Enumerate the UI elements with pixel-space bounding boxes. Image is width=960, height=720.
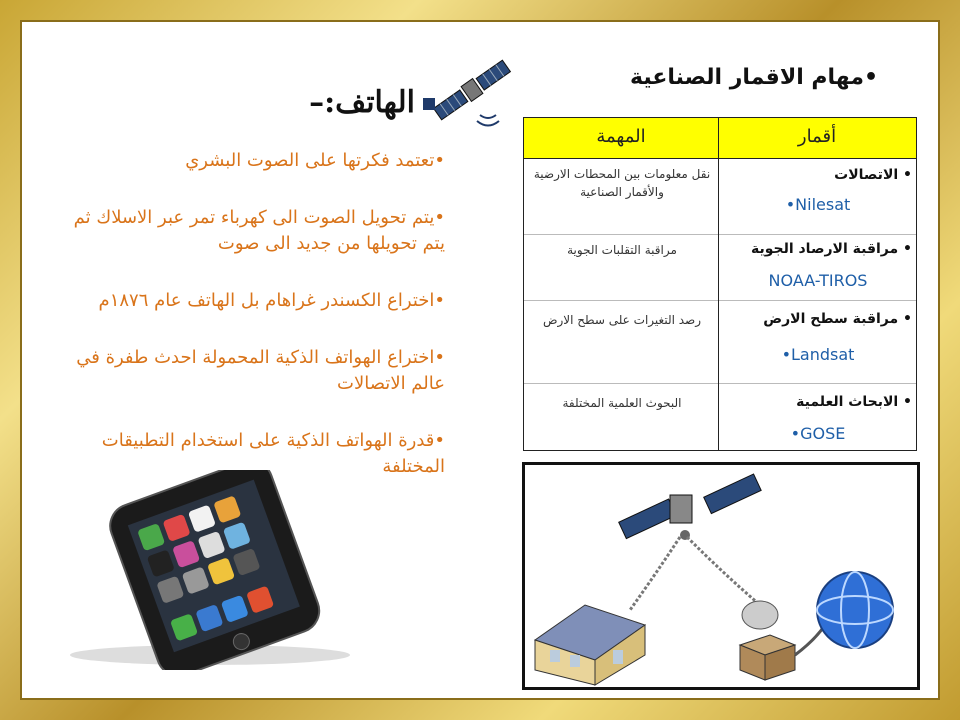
satellite-tasks-table: [523, 117, 917, 451]
satellite-name: •Nilesat: [785, 195, 851, 214]
field-cell: • مراقبة سطح الارض: [763, 311, 912, 327]
satellite-communication-diagram: [522, 462, 920, 690]
field-cell: • الاتصالات: [834, 167, 912, 183]
field-cell: • مراقبة الارصاد الجوية: [750, 241, 912, 257]
diagram-graphic: [525, 465, 917, 687]
table-header-row: [524, 118, 916, 159]
table-row: [524, 301, 916, 384]
field-cell: • الابحاث العلمية: [796, 394, 912, 410]
bullet-item: •اختراع الهواتف الذكية المحمولة احدث طفرة في عالم الاتصالات: [76, 347, 445, 394]
globe-icon: [817, 572, 893, 648]
bullet-item: •قدرة الهواتف الذكية على استخدام التطبيقات المختلفة: [101, 430, 445, 477]
house-icon: [535, 605, 645, 685]
header-task: المهمة: [596, 126, 646, 147]
satellite-name: •GOSE: [790, 424, 846, 443]
task-cell: البحوث العلمية المختلفة: [562, 396, 682, 410]
phone-bullets: [55, 148, 445, 511]
bullet-item: •تعتمد فكرتها على الصوت البشري: [185, 150, 445, 171]
task-cell: مراقبة التقلبات الجوية: [567, 243, 677, 257]
satellite-dish-icon: [740, 601, 795, 680]
phone-heading: [265, 85, 435, 120]
satellite-icon: [619, 474, 761, 540]
bullet-item: •اختراع الكسندر غراهام بل الهاتف عام ١٨٧٦م: [98, 290, 445, 311]
task-cell: نقل معلومات بين المحطات الارضية والأقمار الصناعية: [533, 167, 711, 199]
square-bullet-icon: [423, 98, 435, 110]
satellite-icon: [425, 45, 520, 135]
table-row: [524, 159, 916, 235]
table-row: [524, 384, 916, 449]
smartphone-illustration: [60, 470, 360, 670]
header-satellites: أقمار: [797, 126, 837, 147]
table-row: [524, 235, 916, 301]
phone-heading-text: الهاتف:–: [309, 85, 415, 120]
slide-title: •مهام الاقمار الصناعية: [630, 65, 878, 90]
satellite-name: •Landsat: [781, 345, 855, 364]
task-cell: رصد التغيرات على سطح الارض: [542, 313, 702, 327]
column-divider: [718, 118, 719, 450]
satellite-name: NOAA-TIROS: [768, 271, 868, 290]
bullet-item: •يتم تحويل الصوت الى كهرباء تمر عبر الاسلاك ثم يتم تحويلها من جديد الى صوت: [73, 207, 445, 254]
